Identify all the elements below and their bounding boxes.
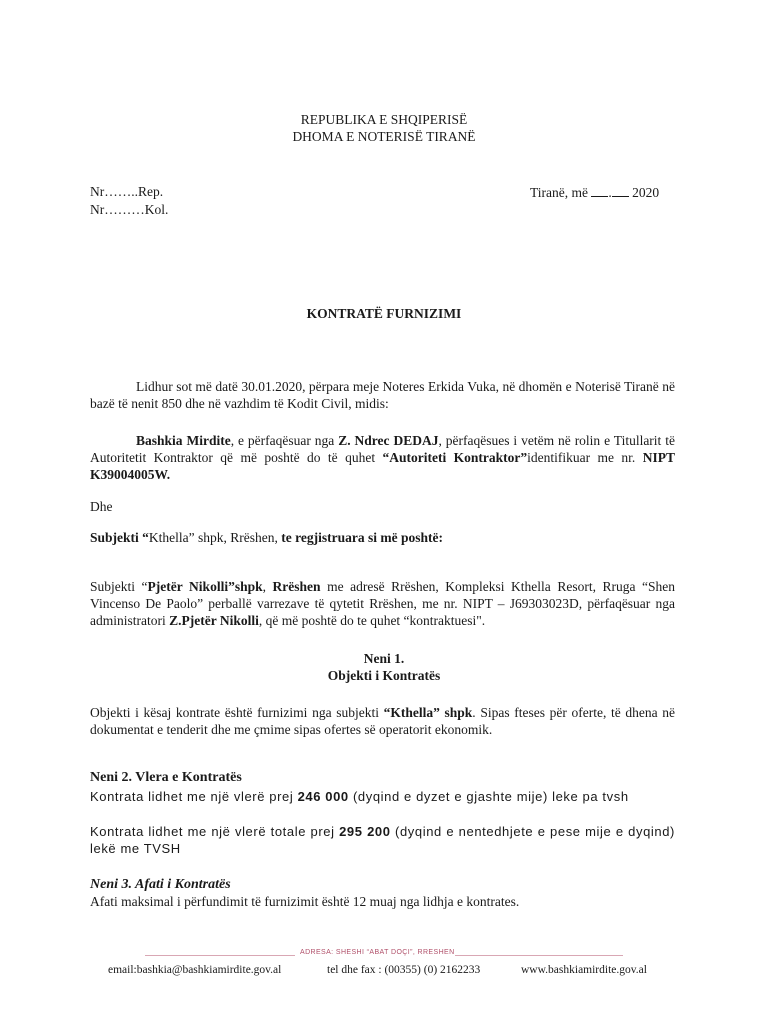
party1-text-1: , e përfaqësuar nga	[230, 433, 339, 448]
neni2-value-2: 295 200	[339, 824, 391, 839]
dhe-text: Dhe	[90, 499, 113, 514]
neni2-p2-text-b: (dyqind e nentedhjete e pese mije e dyqind) lekë me TVSH	[90, 824, 675, 856]
party1-paragraph	[90, 432, 675, 483]
nr-kol: Nr………Kol.	[90, 202, 169, 217]
party1-role: “Autoriteti Kontraktor”	[382, 450, 528, 465]
neni1-text-2: . Sipas fteses për oferte, të dhena në dokumentat e tenderit dhe me çmime sipas ofertes së operatorit ekonomik.	[90, 705, 675, 737]
footer-website: www.bashkiamirdite.gov.al	[521, 964, 647, 976]
party2-admin: Z.Pjetër Nikolli	[169, 613, 259, 628]
footer-rule-right	[455, 955, 623, 956]
party2-paragraph	[90, 578, 675, 629]
subject-line	[90, 530, 443, 546]
party2-text-2: me adresë Rrëshen, Kompleksi Kthella Resort, Rruga “Shen Vincenso De Paolo” perballë varrezave të qytetit Rrëshen, me nr. NIPT – J69303023D, përfaqësuar nga administratori	[90, 579, 676, 628]
subject-label: Subjekti “	[90, 530, 149, 545]
date-line	[530, 184, 659, 201]
neni2-value-1: 246 000	[297, 789, 349, 804]
party2-text-3: , që më poshtë do te quhet “kontraktuesi".	[258, 613, 486, 628]
neni1-text-1: Objekti i kësaj kontrate është furnizimi nga subjekti	[90, 705, 384, 720]
subject-name: Kthella” shpk, Rrëshen,	[148, 530, 282, 545]
neni3-heading: Neni 3. Afati i Kontratës	[90, 877, 231, 892]
header-line-1: REPUBLIKA E SHQIPERISË	[300, 112, 468, 127]
party1-representative: Z. Ndrec DEDAJ	[338, 433, 439, 448]
footer-rule-left	[145, 955, 295, 956]
date-year: 2020	[628, 185, 660, 200]
party2-name: Pjetër Nikolli”shpk	[147, 579, 263, 594]
neni1-bold: “Kthella” shpk	[383, 705, 473, 720]
party2-text-1: ,	[262, 579, 273, 594]
neni1-subheading: Objekti i Kontratës	[327, 668, 441, 683]
neni1-paragraph	[90, 704, 675, 738]
subject-rest: te regjistruara si më poshtë:	[281, 530, 443, 545]
date-prefix: Tiranë, më	[530, 185, 592, 200]
document-title: KONTRATË FURNIZIMI	[306, 306, 462, 321]
neni2-p1-text-b: (dyqind e dyzet e gjashte mije) leke pa tvsh	[348, 789, 629, 804]
neni2-paragraph-2	[90, 823, 675, 857]
party1-name: Bashkia Mirdite	[136, 433, 231, 448]
intro-paragraph: Lidhur sot më datë 30.01.2020, përpara meje Noteres Erkida Vuka, në dhomën e Noterisë Tiranë në bazë të nenit 850 dhe në vazhdim të Kodit Civil, midis:	[90, 379, 675, 411]
neni1-heading: Neni 1.	[363, 651, 405, 666]
footer-address: ADRESA: SHESHI “ABAT DOÇI”, RRESHEN	[300, 949, 455, 956]
party1-text-3: identifikuar me nr.	[527, 450, 643, 465]
party2-text-0: Subjekti “	[90, 579, 148, 594]
neni2-p1-text-a: Kontrata lidhet me një vlerë prej	[90, 789, 298, 804]
date-day-blank	[591, 184, 608, 197]
date-month-blank	[612, 184, 629, 197]
party1-nipt: NIPT K39004005W.	[90, 450, 675, 482]
neni2-heading: Neni 2. Vlera e Kontratës	[90, 770, 242, 785]
date-sep: .	[608, 185, 612, 200]
neni2-p2-text-a: Kontrata lidhet me një vlerë totale prej	[90, 824, 340, 839]
header-line-2: DHOMA E NOTERISË TIRANË	[292, 129, 476, 144]
nr-rep: Nr……..Rep.	[90, 184, 164, 199]
party2-city: Rrëshen	[272, 579, 321, 594]
footer-phone: tel dhe fax : (00355) (0) 2162233	[327, 964, 481, 976]
neni2-paragraph-1	[90, 788, 675, 805]
footer-email: email:bashkia@bashkiamirdite.gov.al	[108, 964, 282, 976]
neni3-text: Afati maksimal i përfundimit të furnizimit është 12 muaj nga lidhja e kontrates.	[90, 894, 520, 909]
party1-text-2: , përfaqësues i vetëm në rolin e Titullarit të Autoritetit Kontraktor që më poshtë do të quhet	[90, 433, 675, 465]
